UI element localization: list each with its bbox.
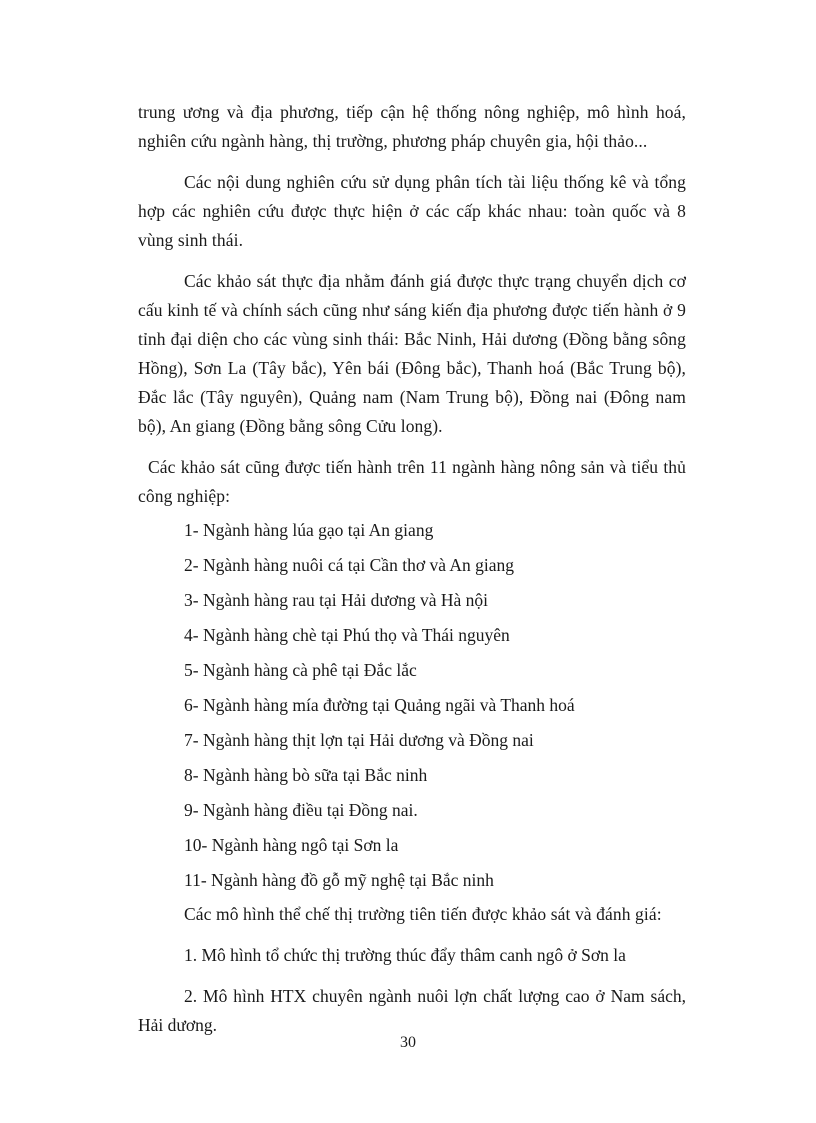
list-item: 1. Mô hình tổ chức thị trường thúc đẩy thâm canh ngô ở Sơn la: [184, 945, 626, 965]
industry-list: [138, 519, 686, 892]
list-item: 5- Ngành hàng cà phê tại Đắc lắc: [184, 660, 417, 680]
list-item: 1- Ngành hàng lúa gạo tại An giang: [184, 520, 434, 540]
model-list: [138, 941, 686, 1040]
list-item: 10- Ngành hàng ngô tại Sơn la: [184, 835, 399, 855]
list-item: 6- Ngành hàng mía đường tại Quảng ngãi và Thanh hoá: [184, 695, 575, 715]
list-item: 8- Ngành hàng bò sữa tại Bắc ninh: [184, 765, 428, 785]
page-number: 30: [400, 1034, 416, 1051]
list-item: 9- Ngành hàng điều tại Đồng nai.: [184, 800, 418, 820]
paragraph-methods-continued: trung ương và địa phương, tiếp cận hệ thống nông nghiệp, mô hình hoá, nghiên cứu ngành hàng, thị trường, phương pháp chuyên gia, hội thảo...: [138, 102, 686, 151]
paragraph-industry-surveys: Các khảo sát cũng được tiến hành trên 11 ngành hàng nông sản và tiểu thủ công nghiệp:: [138, 457, 686, 506]
list-item: 4- Ngành hàng chè tại Phú thọ và Thái nguyên: [184, 625, 510, 645]
list-item: 2- Ngành hàng nuôi cá tại Cần thơ và An giang: [184, 555, 515, 575]
list-item: 2. Mô hình HTX chuyên ngành nuôi lợn chất lượng cao ở Nam sách, Hải dương.: [138, 986, 686, 1035]
list-item: 11- Ngành hàng đồ gỗ mỹ nghệ tại Bắc ninh: [184, 870, 494, 890]
body-text: [138, 98, 686, 1052]
list-item: 3- Ngành hàng rau tại Hải dương và Hà nội: [184, 590, 489, 610]
paragraph-field-surveys: Các khảo sát thực địa nhằm đánh giá được thực trạng chuyển dịch cơ cấu kinh tế và chính sách cũng như sáng kiến địa phương được tiến hành ở 9 tỉnh đại diện cho các vùng sinh thái: Bắc Ninh, Hải dương (Đồng bằng sông Hồng), Sơn La (Tây bắc), Yên bái (Đông bắc), Thanh hoá (Bắc Trung bộ), Đắc lắc (Tây nguyên), Quảng nam (Nam Trung bộ), Đồng nai (Đông nam bộ), An giang (Đồng bằng sông Cửu long).: [138, 271, 686, 436]
list-item: 7- Ngành hàng thịt lợn tại Hải dương và Đồng nai: [184, 730, 534, 750]
paragraph-market-models: Các mô hình thể chế thị trường tiên tiến được khảo sát và đánh giá:: [184, 904, 662, 924]
paragraph-research-content: Các nội dung nghiên cứu sử dụng phân tích tài liệu thống kê và tổng hợp các nghiên cứu được thực hiện ở các cấp khác nhau: toàn quốc và 8 vùng sinh thái.: [138, 172, 686, 250]
